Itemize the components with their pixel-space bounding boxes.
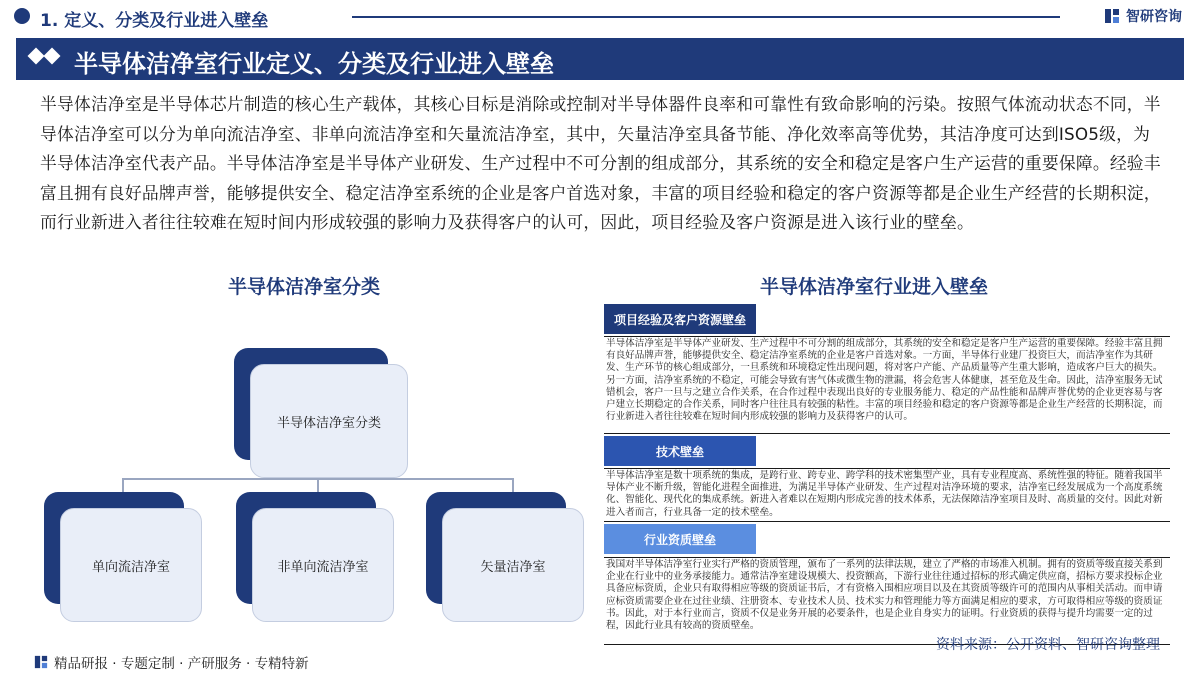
brand-logo	[1104, 6, 1182, 26]
barrier-tag-technology: 技术壁垒	[604, 436, 756, 466]
child-node-vector: 矢量洁净室	[442, 508, 584, 622]
header-divider	[352, 16, 1060, 18]
section-bullet-icon	[14, 8, 30, 24]
child-node-non-unidirectional: 非单向流洁净室	[252, 508, 394, 622]
page-title: 半导体洁净室行业定义、分类及行业进入壁垒	[74, 50, 554, 78]
barriers-title: 半导体洁净室行业进入壁垒	[760, 276, 989, 298]
root-node: 半导体洁净室分类	[250, 364, 408, 478]
diamond-icon	[28, 48, 45, 65]
tree-connector	[122, 478, 124, 492]
footer-tagline	[34, 652, 309, 672]
top-header	[0, 0, 1200, 34]
source-note: 资料来源：公开资料、智研咨询整理	[936, 637, 1160, 653]
barrier-text-experience: 半导体洁净室是半导体产业研发、生产过程中不可分割的组成部分，其系统的安全和稳定是客户生产运营的重要保障。经验丰富且拥有良好品牌声誉，能够提供安全、稳定洁净室系统的企业是客户首选对象。一方面，半导体行业建厂投资巨大，而洁净室作为其研发、生产环节的核心组成部分，一旦系统和环境稳定性出现问题，将对客户产能、产品质量等产生重大影响，造成客户巨大的损失。另一方面，洁净室系统的不稳定，可能会导致有害气体或微生物的泄漏，将会危害人体健康，甚至危及生命。因此，洁净室服务无试错机会，客户一旦与之建立合作关系，在合作过程中表现出良好的专业服务能力、稳定的产品性能和品牌声誉优势的企业更容易与客户建立长期稳定的合作关系，同时客户往往具有较强的粘性。丰富的项目经验和稳定的客户资源等都是企业生产经营的长期积淀，而行业新进入者往往较难在短时间内形成较强的影响力及获得客户的认可。	[604, 336, 1170, 434]
barrier-text-qualification: 我国对半导体洁净室行业实行严格的资质管理，颁布了一系列的法律法规，建立了严格的市场准入机制。拥有的资质等级直接关系到企业在行业中的业务承接能力。通常洁净室建设规模大、投资额高，下游行业往往通过招标的形式确定供应商，招标方要求投标企业具备应标资质，企业只有取得相应等级的资质证书后，才有资格入围相应项目以及在其资质等级许可的范围内从事相关活动。而申请应标资质需要企业在过往业绩、注册资本、专业技术人员、技术实力和管理能力等方面满足相应的要求，方可取得相应等级的资质证书。因此，对于本行业而言，资质不仅是业务开展的必要条件，也是企业自身实力的证明。行业资质的获得与提升均需要一定的过程，因此行业具有较高的资质壁垒。	[604, 557, 1170, 645]
barrier-tag-experience: 项目经验及客户资源壁垒	[604, 304, 756, 334]
title-banner	[16, 38, 1184, 80]
child-node-unidirectional: 单向流洁净室	[60, 508, 202, 622]
tree-connector	[512, 478, 514, 492]
barrier-tag-qualification: 行业资质壁垒	[604, 524, 756, 554]
intro-paragraph: 半导体洁净室是半导体芯片制造的核心生产载体，其核心目标是消除或控制对半导体器件良率和可靠性有致命影响的污染。按照气体流动状态不同，半导体洁净室可以分为单向流洁净室、非单向流洁净室和矢量流洁净室，其中，矢量洁净室具备节能、净化效率高等优势，其洁净度可达到ISO5级，为半导体洁净室代表产品。半导体洁净室是半导体产业研发、生产过程中不可分割的组成部分，其系统的安全和稳定是客户生产运营的重要保障。经验丰富且拥有良好品牌声誉，能够提供安全、稳定洁净室系统的企业是客户首选对象，丰富的项目经验和稳定的客户资源等都是企业生产经营的长期积淀，而行业新进入者往往较难在短时间内形成较强的影响力及获得客户的认可，因此，项目经验及客户资源是进入该行业的壁垒。	[40, 94, 1161, 232]
brand-name: 智研咨询	[1126, 9, 1182, 25]
footer-tagline-text: 精品研报 · 专题定制 · 产研服务 · 专精特新	[54, 656, 309, 672]
classification-title: 半导体洁净室分类	[228, 276, 381, 298]
section-title: 1. 定义、分类及行业进入壁垒	[40, 11, 269, 31]
tree-connector	[317, 478, 319, 492]
brand-small-icon	[34, 655, 48, 669]
brand-icon	[1104, 8, 1120, 24]
diamond-icon	[44, 48, 61, 65]
barrier-text-technology: 半导体洁净室是数十项系统的集成，是跨行业、跨专业、跨学科的技术密集型产业，具有专业程度高、系统性强的特征。随着我国半导体产业不断升级，智能化进程全面推进，为满足半导体产业研发、生产过程对洁净环境的要求，洁净室已经发展成为一个高度系统化、智能化、现代化的集成系统。新进入者难以在短期内形成完善的技术体系，无法保障洁净室项目及时、高质量的交付。因此对新进入者而言，行业具备一定的技术壁垒。	[604, 468, 1170, 522]
